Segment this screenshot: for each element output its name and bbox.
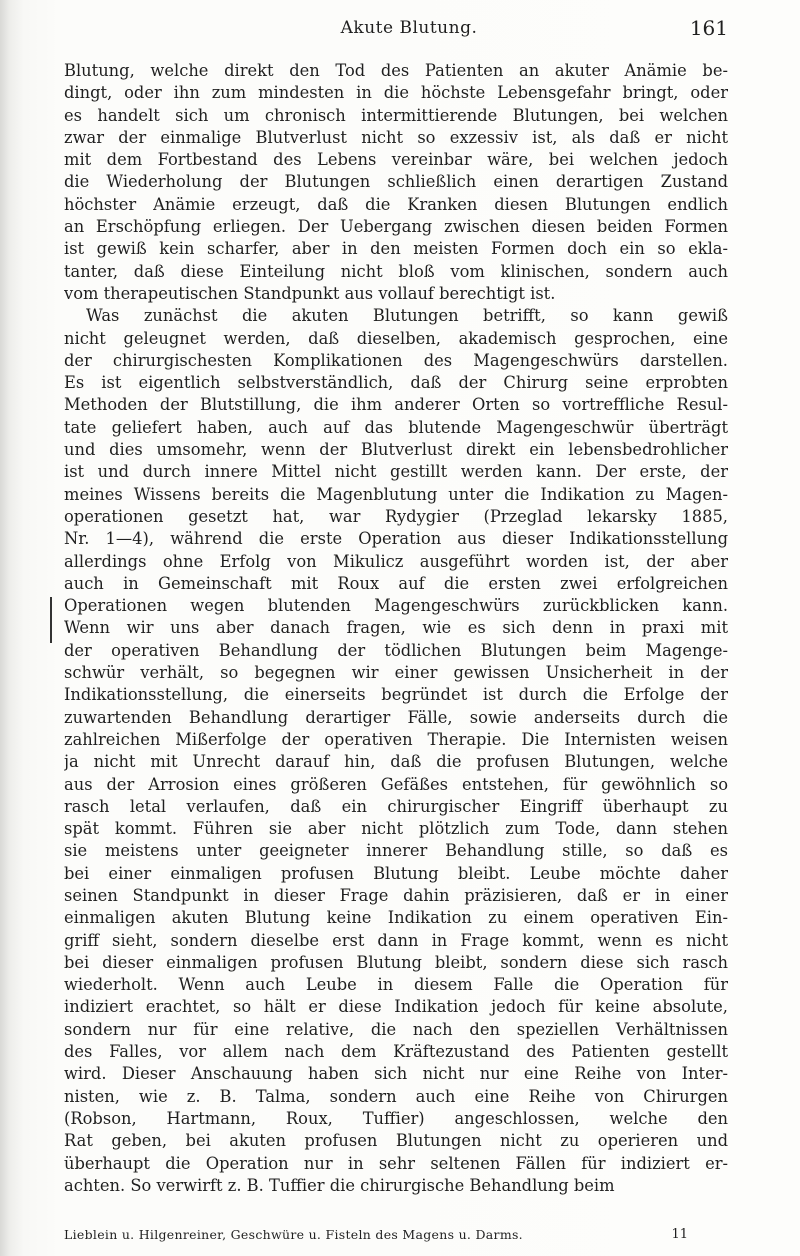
text-line: einmaligen akuten Blutung keine Indikation zu einem operativen Ein-	[64, 908, 728, 928]
text-line: Nr. 1—4), während die erste Operation aus dieser Indikationsstellung	[64, 529, 728, 549]
text-line: spät kommt. Führen sie aber nicht plötzlich zum Tode, dann stehen	[64, 819, 728, 839]
text-line: wird. Dieser Anschauung haben sich nicht nur eine Reihe von Inter-	[64, 1064, 728, 1084]
text-line: zuwartenden Behandlung derartiger Fälle, sowie anderseits durch die	[64, 707, 728, 727]
text-line: überhaupt die Operation nur in sehr seltenen Fällen für indiziert er-	[64, 1153, 728, 1173]
text-line: tate geliefert haben, auch auf das blutende Magengeschwür überträgt	[64, 417, 728, 437]
text-line: ist gewiß kein scharfer, aber in den meisten Formen doch ein so ekla-	[64, 239, 728, 259]
page-footer	[64, 1225, 728, 1245]
text-line: sie meistens unter geeigneter innerer Behandlung stille, so daß es	[64, 841, 728, 861]
page-header	[90, 14, 728, 42]
text-line: wiederholt. Wenn auch Leube in diesem Falle die Operation für	[64, 975, 728, 995]
text-line: auch in Gemeinschaft mit Roux auf die ersten zwei erfolgreichen	[64, 573, 728, 593]
signature-mark: 11	[671, 1227, 688, 1242]
text-line: bei einer einmaligen profusen Blutung bleibt. Leube möchte daher	[64, 863, 728, 883]
text-line: allerdings ohne Erfolg von Mikulicz ausgeführt worden ist, der aber	[64, 551, 728, 571]
text-line: achten. So verwirft z. B. Tuffier die chirurgische Behandlung beim	[64, 1175, 615, 1195]
running-title: Akute Blutung.	[340, 18, 478, 38]
text-line: griff sieht, sondern dieselbe erst dann in Frage kommt, wenn es nicht	[64, 930, 728, 950]
text-line: meines Wissens bereits die Magenblutung unter die Indikation zu Magen-	[64, 484, 728, 504]
text-line: zwar der einmalige Blutverlust nicht so exzessiv ist, als daß er nicht	[64, 127, 728, 147]
text-line: ja nicht mit Unrecht darauf hin, daß die profusen Blutungen, welche	[64, 752, 728, 772]
text-line: seinen Standpunkt in dieser Frage dahin präzisieren, daß er in einer	[64, 885, 728, 905]
text-line: Operationen wegen blutenden Magengeschwürs zurückblicken kann.	[64, 596, 728, 616]
text-line: schwür verhält, so begegnen wir einer gewissen Unsicherheit in der	[64, 663, 728, 683]
text-line: höchster Anämie erzeugt, daß die Kranken diesen Blutungen endlich	[64, 194, 728, 214]
text-line: Wenn wir uns aber danach fragen, wie es sich denn in praxi mit	[64, 618, 728, 638]
text-line: Rat geben, bei akuten profusen Blutungen nicht zu operieren und	[64, 1131, 728, 1151]
text-line: sondern nur für eine relative, die nach den speziellen Verhältnissen	[64, 1019, 728, 1039]
text-line: bei dieser einmaligen profusen Blutung bleibt, sondern diese sich rasch	[64, 952, 728, 972]
text-line: nicht geleugnet werden, daß dieselben, akademisch gesprochen, eine	[64, 328, 728, 348]
text-line: Indikationsstellung, die einerseits begründet ist durch die Erfolge der	[64, 685, 728, 705]
text-line: operationen gesetzt hat, war Rydygier (Przeglad lekarsky 1885,	[64, 506, 728, 526]
text-line: rasch letal verlaufen, daß ein chirurgischer Eingriff überhaupt zu	[64, 796, 728, 816]
text-line: der chirurgischesten Komplikationen des Magengeschwürs darstellen.	[64, 350, 728, 370]
text-line: aus der Arrosion eines größeren Gefäßes entstehen, für gewöhnlich so	[64, 774, 728, 794]
text-line: Methoden der Blutstillung, die ihm anderer Orten so vortreffliche Resul-	[64, 395, 728, 415]
text-line: nisten, wie z. B. Talma, sondern auch eine Reihe von Chirurgen	[64, 1086, 728, 1106]
text-line: es handelt sich um chronisch intermittierende Blutungen, bei welchen	[64, 105, 728, 125]
text-line: vom therapeutischen Standpunkt aus vollauf berechtigt ist.	[64, 283, 556, 303]
text-line: an Erschöpfung erliegen. Der Uebergang zwischen diesen beiden Formen	[64, 217, 728, 237]
text-line: Was zunächst die akuten Blutungen betrifft, so kann gewiß	[86, 306, 728, 326]
body-text	[64, 60, 728, 1197]
text-line: und dies umsomehr, wenn der Blutverlust direkt ein lebensbedrohlicher	[64, 440, 728, 460]
text-line: indiziert erachtet, so hält er diese Indikation jedoch für keine absolute,	[64, 997, 728, 1017]
page-number: 161	[689, 16, 728, 40]
text-line: der operativen Behandlung der tödlichen Blutungen beim Magenge-	[64, 640, 728, 660]
footer-source: Lieblein u. Hilgenreiner, Geschwüre u. Fisteln des Magens u. Darms.	[64, 1227, 523, 1242]
text-line: des Falles, vor allem nach dem Kräftezustand des Patienten gestellt	[64, 1042, 728, 1062]
text-line: tanter, daß diese Einteilung nicht bloß vom klinischen, sondern auch	[64, 261, 728, 281]
text-line: zahlreichen Mißerfolge der operativen Therapie. Die Internisten weisen	[64, 729, 728, 749]
text-line: ist und durch innere Mittel nicht gestillt werden kann. Der erste, der	[64, 462, 728, 482]
text-line: Es ist eigentlich selbstverständlich, daß der Chirurg seine erprobten	[64, 373, 728, 393]
text-line: mit dem Fortbestand des Lebens vereinbar wäre, bei welchen jedoch	[64, 150, 728, 170]
text-line: die Wiederholung der Blutungen schließlich einen derartigen Zustand	[64, 172, 728, 192]
text-line: Blutung, welche direkt den Tod des Patienten an akuter Anämie be-	[64, 61, 728, 80]
text-line: dingt, oder ihn zum mindesten in die höchste Lebensgefahr bringt, oder	[64, 83, 728, 103]
text-line: (Robson, Hartmann, Roux, Tuffier) angeschlossen, welche den	[64, 1108, 728, 1128]
margin-mark	[50, 597, 52, 643]
